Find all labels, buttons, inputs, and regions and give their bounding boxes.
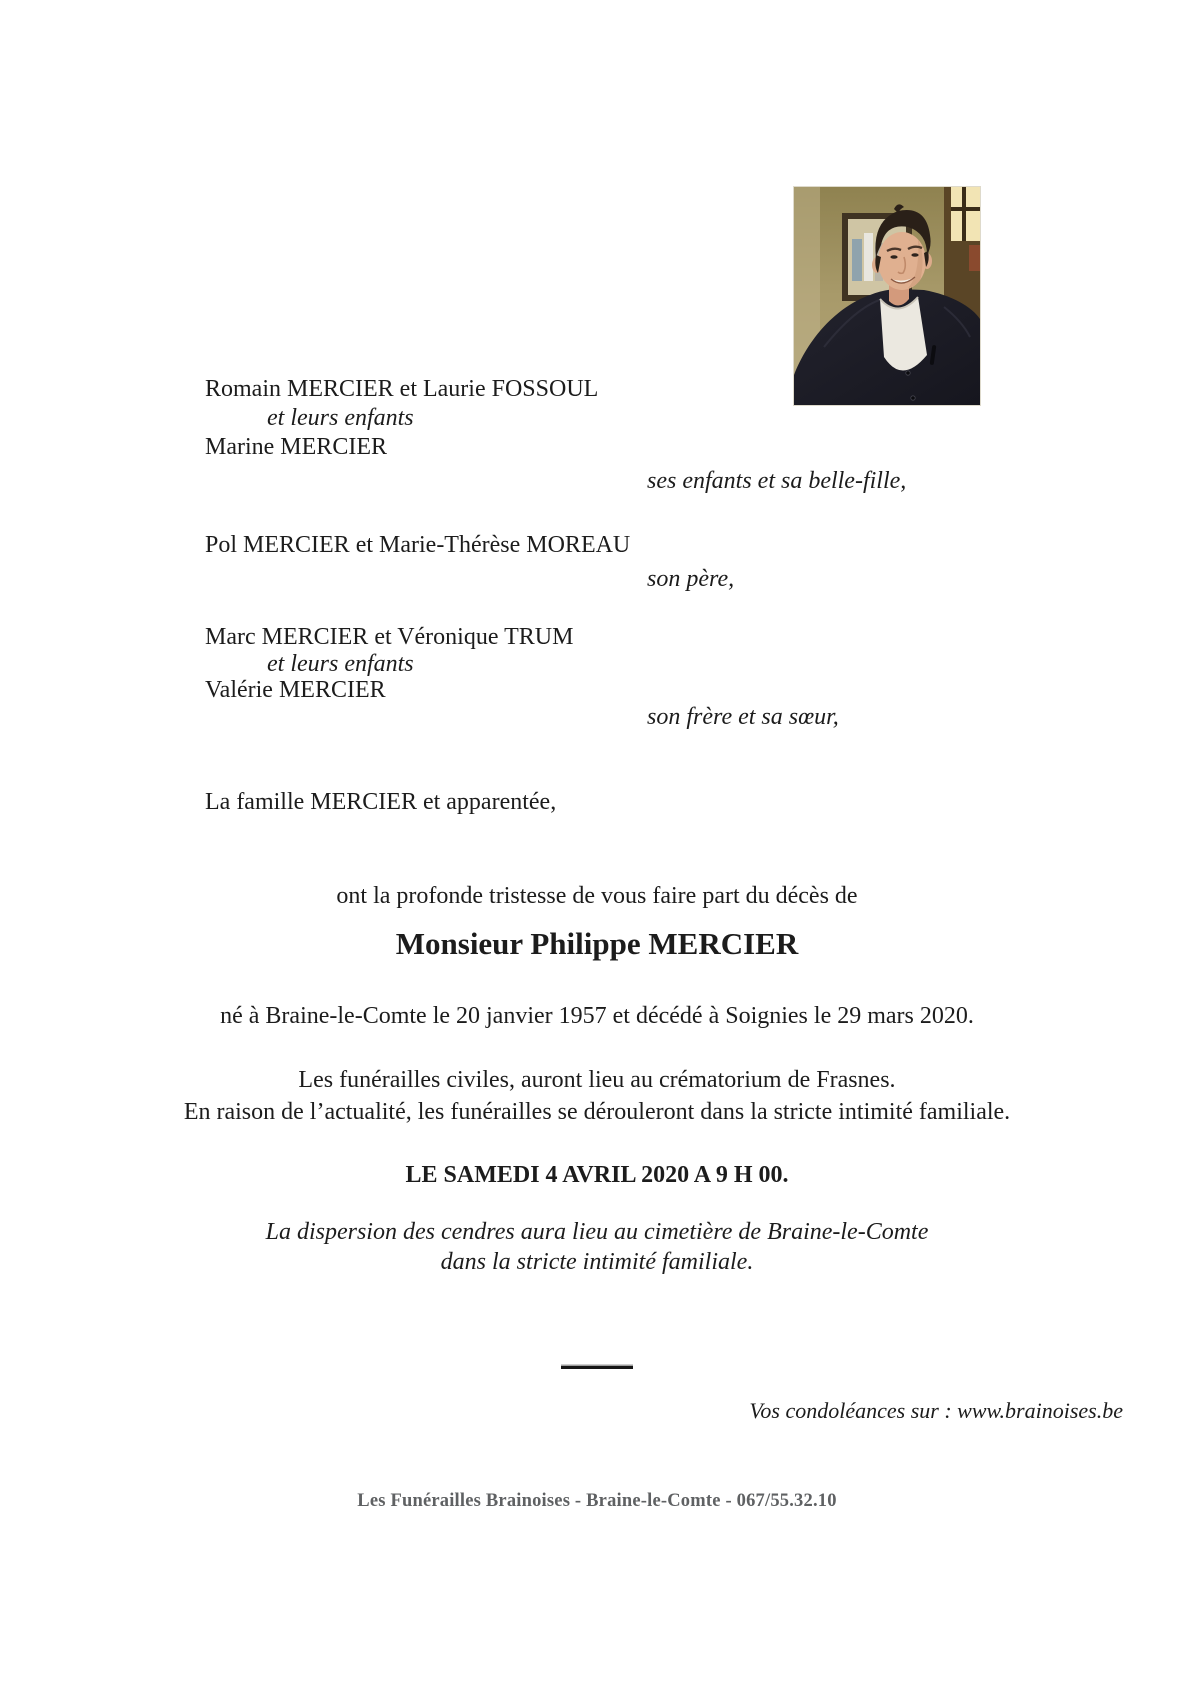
deceased-name: Monsieur Philippe MERCIER (395, 926, 799, 961)
birth-death-line: né à Braine-le-Comte le 20 janvier 1957 et décédé à Soignies le 29 mars 2020. (220, 1003, 974, 1029)
family-3-names: Marc MERCIER et Véronique TRUM (205, 624, 574, 650)
ashes-dispersion-line-1: La dispersion des cendres aura lieu au cimetière de Braine-le-Comte (265, 1219, 929, 1245)
family-3-children-label: et leurs enfants (267, 651, 414, 677)
announcement-intro: ont la profonde tristesse de vous faire part du décès de (336, 883, 858, 909)
family-3-child: Valérie MERCIER (205, 677, 386, 703)
family-2-relation: son père, (647, 566, 735, 592)
family-1-names: Romain MERCIER et Laurie FOSSOUL (205, 376, 599, 402)
ashes-dispersion-line-2: dans la stricte intimité familiale. (440, 1249, 754, 1275)
portrait-illustration (794, 187, 980, 405)
family-1-child: Marine MERCIER (205, 434, 387, 460)
family-1-relation: ses enfants et sa belle-fille, (647, 468, 907, 494)
funeral-home-footer: Les Funérailles Brainoises - Braine-le-Comte - 067/55.32.10 (357, 1491, 837, 1511)
funeral-info-line-1: Les funérailles civiles, auront lieu au crématorium de Frasnes. (298, 1067, 896, 1093)
section-divider (561, 1366, 633, 1369)
condolences-website-line: Vos condoléances sur : www.brainoises.be (749, 1398, 1123, 1423)
funeral-info-line-2: En raison de l’actualité, les funérailles se dérouleront dans la stricte intimité familiale. (183, 1099, 1011, 1125)
family-extended: La famille MERCIER et apparentée, (205, 789, 557, 815)
family-1-children-label: et leurs enfants (267, 405, 414, 431)
family-2-names: Pol MERCIER et Marie-Thérèse MOREAU (205, 532, 631, 558)
family-3-relation: son frère et sa sœur, (647, 704, 839, 730)
ceremony-date-line: LE SAMEDI 4 AVRIL 2020 A 9 H 00. (405, 1162, 789, 1188)
deceased-portrait-photo (794, 187, 980, 405)
